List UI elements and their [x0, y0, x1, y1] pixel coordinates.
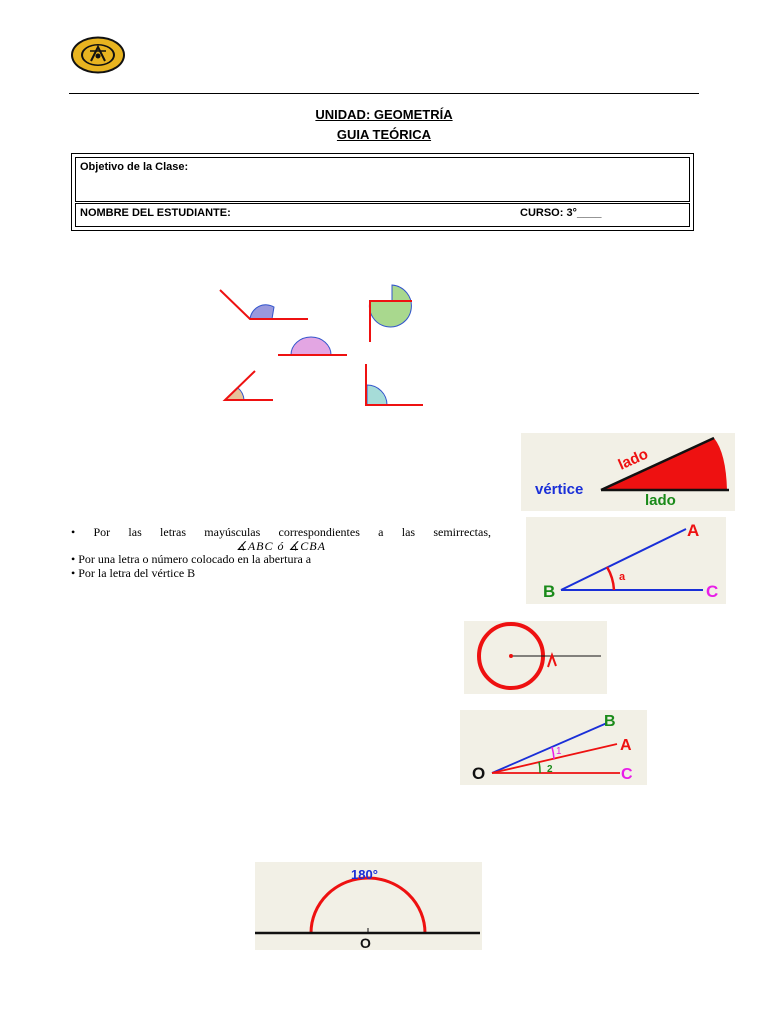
objective-label: Objetivo de la Clase: [80, 161, 189, 173]
point-label-a: A [687, 521, 700, 540]
side-label-top: lado [615, 445, 651, 474]
vertex-label: vértice [535, 481, 584, 498]
angle-parts-figure [521, 433, 735, 511]
full-angle-arrow [548, 655, 556, 667]
student-info-box [71, 153, 694, 231]
degrees-label: 180° [351, 867, 378, 882]
student-name-label: NOMBRE DEL ESTUDIANTE: [80, 207, 231, 219]
point-label-c: C [706, 582, 719, 601]
full-angle-figure [464, 621, 607, 694]
objective-row [75, 157, 690, 202]
point-label-a2: A [620, 737, 632, 754]
school-logo [69, 35, 127, 75]
header-rule [69, 93, 699, 94]
guide-title: GUIA TEÓRICA [336, 127, 432, 142]
naming-rules [71, 526, 491, 580]
angle-label-1: 1 [556, 746, 562, 757]
point-label-b: B [543, 582, 556, 601]
angle-label-a: a [619, 571, 626, 583]
angle-obac-figure [460, 710, 647, 785]
angle-notation: ∡ABC ó ∡CBA [236, 538, 326, 553]
point-label-o: O [472, 764, 486, 783]
course-label: CURSO: 3°____ [520, 207, 602, 219]
unit-title: UNIDAD: GEOMETRÍA [315, 107, 453, 122]
vertex-label-o: O [360, 935, 371, 950]
angle-arc-reflex [369, 285, 411, 327]
student-row [75, 203, 690, 227]
naming-rule-3: • Por la letra del vértice B [71, 565, 196, 580]
angle-arc-straight [291, 337, 331, 355]
straight-angle-figure [255, 862, 482, 950]
naming-rule-2: • Por una letra o número colocado en la abertura a [71, 552, 312, 566]
angle-arc-a [607, 567, 614, 590]
angle-label-2: 2 [547, 764, 553, 775]
straight-angle-arc [311, 878, 425, 933]
angle-arc-obtuse [250, 305, 274, 319]
side-label-bottom: lado [645, 492, 676, 509]
angle-arc-2 [539, 762, 540, 773]
angle-arc-1 [552, 747, 554, 759]
angle-examples-figure [215, 280, 430, 410]
angle-abc-figure [526, 517, 726, 604]
naming-rule-1: • Por las letras mayúsculas correspondientes a las semirrectas, [71, 525, 491, 539]
angle-arc-right [367, 385, 387, 405]
point-label-c2: C [621, 766, 633, 783]
point-label-b2: B [604, 713, 616, 730]
full-angle-vertex [509, 654, 513, 658]
